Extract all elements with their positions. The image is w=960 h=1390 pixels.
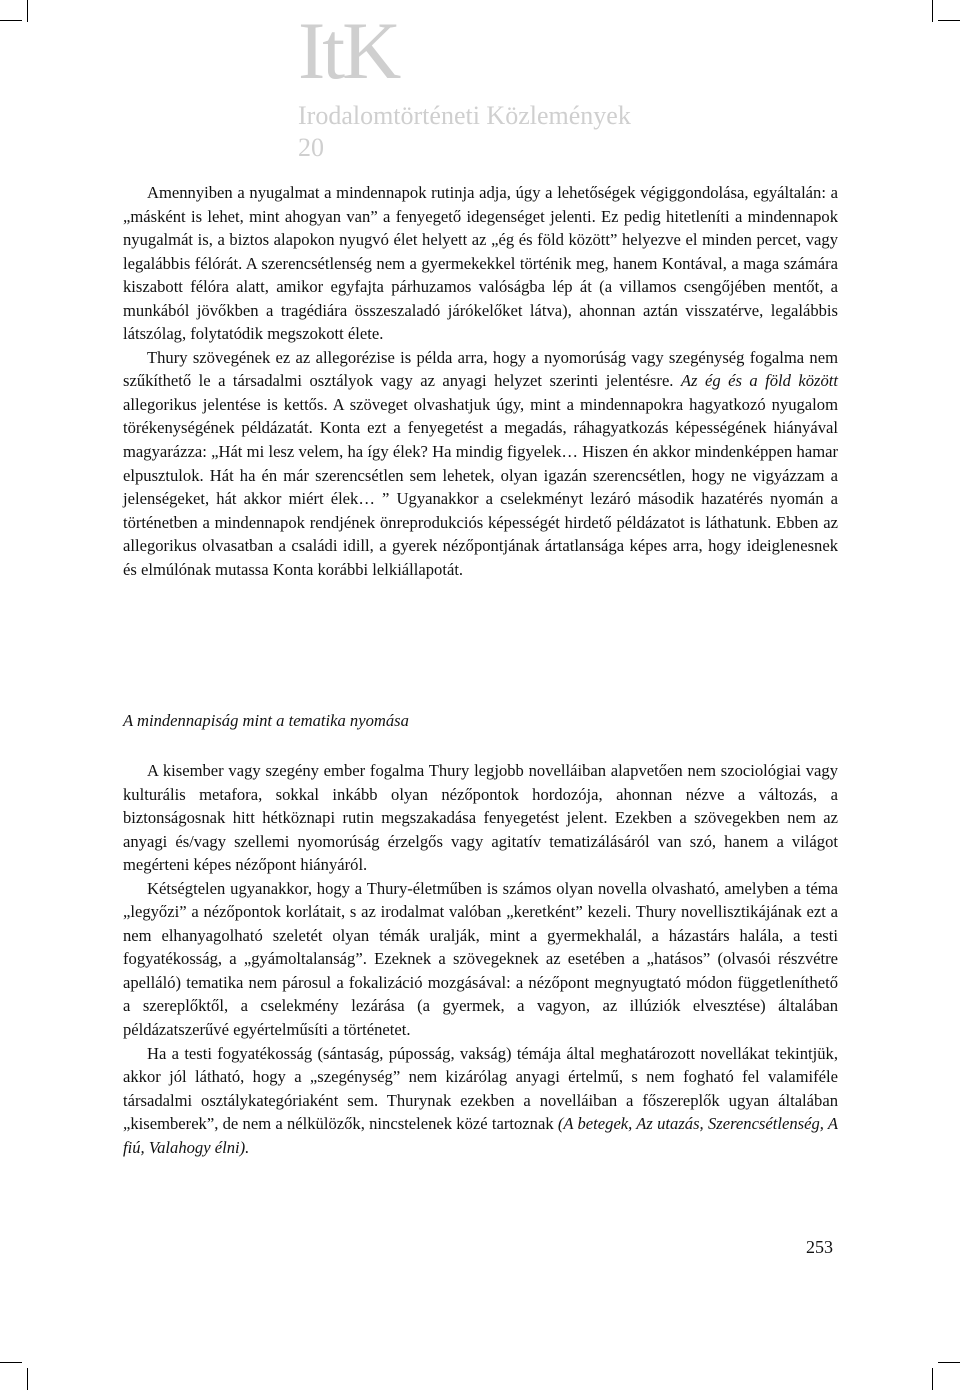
paragraph-text: Ha a testi fogyatékosság (sántaság, púposság, vakság) témája által meghatározott novellákat tekintjük, akkor jól látható, hogy a „szegénység” nem kizárólag anyagi értelmű, s nem fogható fel valamiféle társadalmi osztálykategóriaként sem. Thurynak ezekben a novelláiban a főszereplők ugyan általában „kisemberek”, de nem a nélkülözők, nincstelenek közé tartoznak <box>123 1043 838 1134</box>
body-text-section-2 <box>123 759 838 1159</box>
section-heading: A mindennapiság mint a tematika nyomása <box>123 711 409 730</box>
journal-logo: ItK <box>298 5 399 96</box>
crop-mark-top-right-h <box>938 20 960 21</box>
journal-masthead <box>298 5 631 164</box>
paragraph-text: allegorikus jelentése is kettős. A szöveget olvashatjuk úgy, mint a mindennapokra hagyatkozó nyugalom törékenységének példázatát. Konta ezt a fenyegetést a megadás, ráhagyatkozás képességének hiányával magyarázza: „Hát mi lesz velem, ha így élek? Ha mindig figyelek… Hiszen én akkor mindenképpen hamar elpusztulok. Hát ha én már szerencsétlen sem lehetek, olyan igazán szerencsétlen, hogy ne vigyázzam a jelenségeket, hát akkor miért élek… ” Ugyanakkor a cselekményt lezáró második hazatérés nyomán a történetben a mindennapok rendjének önreprodukciós képességét hirdető példázatot is láthatunk. Ebben az allegorikus olvasatban a családi idill, a gyerek nézőpontjának ártatlansága képes arra, hogy ideiglenesnek és elmúlónak mutassa Konta korábbi lelkiállapotát. <box>123 394 838 579</box>
paragraph: Kétségtelen ugyanakkor, hogy a Thury-életműben is számos olyan novella olvasható, amelyben a téma „legyőzi” a nézőpontok korlátait, s az irodalmat valóban „keretként” kezeli. Thury novellisztikájának ezt a nem elhanyagolható szeletét olyan témák uralják, mint a gyermekhalál, a házastárs halála, a testi fogyatékosság, a „gyámoltalanság”. Ezeknek a szövegeknek az esetében a „hatásos” (olvasói részvétre apelláló) tematika nem párosul a fokalizáció mozgásával: a nézőpont megnyugtató módon függetleníthető a szereplőktől, a cselekmény lezárása (a gyermek, a vagyon, az illúziók elvesztése) általában példázatszerűvé egyértelműsíti a történetet. <box>123 878 838 1040</box>
crop-mark-bottom-left-h <box>0 1362 22 1363</box>
paragraph <box>123 1042 838 1160</box>
crop-mark-bottom-right-v <box>932 1368 933 1390</box>
paragraph <box>123 346 838 581</box>
paragraph: Amennyiben a nyugalmat a mindennapok rutinja adja, úgy a lehetőségek végiggondolása, egyáltalán: a „másként is lehet, mint ahogyan van” a fenyegető idegenséget jelenti. Ez pedig hitetleníti a mindennapok nyugalmát is, a biztos alapokon nyugvó élet helyett az „ég és föld között” helyezve el minden percet, vagy legalábbis félórát. A szerencsétlenség nem a gyermekekkel történik meg, hanem Kontával, a maga számára kiszabott félóra alatt, amikor egyfajta párhuzamos valóságba lép át (a villamos csengőjében mentőt, a munkából jövőkben a tragédiára összeszaladó járókelőket látva), ahonnan aztán visszatérve, legalábbis látszólag, folytatódik megszokott élete. <box>123 183 838 344</box>
work-title: Az ég és a föld között <box>680 371 839 391</box>
paragraph: A kisember vagy szegény ember fogalma Thury legjobb novelláiban alapvetően nem szociológiai vagy kulturális metafora, sokkal inkább olyan nézőpontok hordozója, ahonnan nézve a változás, a biztonságosnak hitt hétköznapi rutin megszakadása fenyegetést jelent. Ezekben a szövegekben nem az anyagi és/vagy szellemi nyomorúság érzelgős vagy agitatív tematizálásáról van szó, hanem a világot megérteni képes nézőpont hiányáról. <box>123 761 838 875</box>
paragraph-text: Thury szövegének ez az allegorézise is példa arra, hogy a nyomorúság vagy szegénység fogalma nem szűkíthető le a társadalmi osztályok vagy az anyagi helyzet szerinti jelentésre. <box>123 347 838 391</box>
crop-mark-bottom-right-h <box>938 1362 960 1363</box>
crop-mark-top-left-h <box>0 20 22 21</box>
crop-mark-bottom-left-v <box>27 1368 28 1390</box>
page-number: 253 <box>806 1237 833 1257</box>
work-titles: (A betegek, Az utazás, Szerencsétlenség, A fiú, Valahogy élni). <box>123 1114 838 1157</box>
journal-volume: 20 <box>298 133 324 162</box>
journal-title: Irodalomtörténeti Közlemények <box>298 101 631 130</box>
crop-mark-top-left-v <box>27 0 28 22</box>
crop-mark-top-right-v <box>932 0 933 22</box>
body-text-section-1 <box>123 181 838 581</box>
